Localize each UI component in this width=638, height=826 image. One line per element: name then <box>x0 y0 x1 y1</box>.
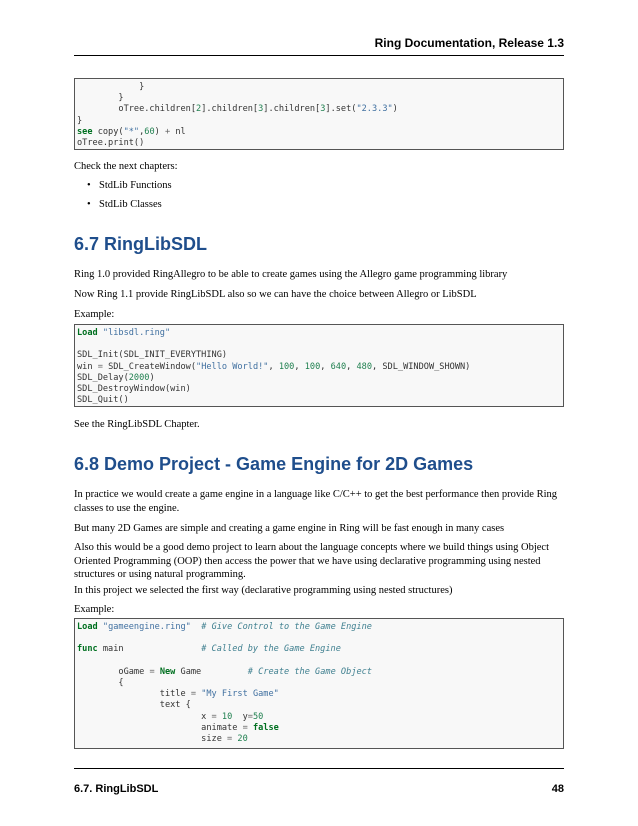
code-text: nl <box>170 126 186 137</box>
footer-section: 6.7. RingLibSDL <box>74 783 159 795</box>
code-text: main <box>97 644 124 655</box>
code-text: animate <box>77 722 243 733</box>
code-text: , SDL_WINDOW_SHOWN) <box>372 361 471 372</box>
bullet-text: StdLib Functions <box>99 180 172 191</box>
code-number: 2 <box>196 104 202 115</box>
code-text: SDL_Delay( <box>77 372 129 383</box>
code-keyword: Load <box>77 328 98 338</box>
code-string: "libsdl.ring" <box>102 328 171 338</box>
code-text <box>191 622 201 632</box>
code-string: "gameengine.ring" <box>102 622 191 632</box>
paragraph: See the RingLibSDL Chapter. <box>74 419 200 430</box>
code-keyword: false <box>252 722 279 733</box>
section-heading: 6.7 RingLibSDL <box>74 234 208 254</box>
code-operator: = <box>190 689 197 700</box>
code-line: } <box>77 115 83 126</box>
code-text: SDL_CreateWindow( <box>102 361 197 372</box>
header-rule <box>74 55 564 56</box>
code-keyword: see <box>77 126 93 137</box>
bullet-item <box>87 180 172 191</box>
code-comment: # Give Control to the Game Engine <box>201 622 372 632</box>
code-text: oTree.children[ <box>77 104 196 115</box>
code-operator: = <box>227 734 233 745</box>
paragraph-check-chapters: Check the next chapters: <box>74 161 178 172</box>
code-text: title <box>77 689 191 700</box>
code-operator: = <box>242 722 248 733</box>
paragraph: In practice we would create a game engine in a language like C/C++ to get the best performance then provide Ring classes to use the engine. <box>74 489 557 514</box>
code-number: 100 <box>304 361 321 372</box>
code-text: copy( <box>92 126 124 137</box>
code-text: x <box>77 711 212 722</box>
code-text: ) <box>149 372 155 383</box>
code-text: , <box>139 126 145 137</box>
bullet-icon: • <box>87 199 91 210</box>
code-number: 50 <box>252 711 264 722</box>
code-text: ) <box>154 126 166 137</box>
code-text: , <box>320 361 331 372</box>
code-comment: # Called by the Game Engine <box>201 644 341 655</box>
code-keyword: Load <box>77 622 98 632</box>
code-block-gameengine <box>74 618 564 749</box>
code-number: 640 <box>330 361 347 372</box>
bullet-item <box>87 199 162 210</box>
bullet-text: StdLib Classes <box>99 199 162 210</box>
code-text: ].children[ <box>201 104 259 115</box>
code-operator: = <box>97 361 103 372</box>
bullet-icon: • <box>87 180 91 191</box>
code-line: SDL_Init(SDL_INIT_EVERYTHING) <box>77 350 228 361</box>
paragraph: But many 2D Games are simple and creating a game engine in Ring will be fast enough in many cases <box>74 523 505 534</box>
code-line: SDL_DestroyWindow(win) <box>77 384 191 395</box>
code-number: 60 <box>144 126 155 137</box>
paragraph: In this project we selected the first way (declarative programming using nested structures) <box>74 585 453 596</box>
paragraph: Also this would be a good demo project to learn about the language concepts where we build things using Object Oriented Programming (OOP) then access the power that we have using declarative programming using nested structures or using natural programming. <box>74 542 550 580</box>
code-text: win <box>77 361 98 372</box>
footer-rule <box>74 768 564 769</box>
code-text: ].set( <box>325 104 357 115</box>
paragraph: Example: <box>74 309 115 320</box>
code-text: , <box>346 361 357 372</box>
code-string: "2.3.3" <box>356 104 393 115</box>
paragraph: Ring 1.0 provided RingAllegro to be able to create games using the Allegro game programming library <box>74 269 508 280</box>
code-line: { <box>77 678 124 689</box>
code-text: oGame <box>77 666 150 677</box>
code-operator: = <box>247 711 253 722</box>
code-string: "Hello World!" <box>196 361 269 372</box>
code-number: 480 <box>356 361 373 372</box>
code-string: "My First Game" <box>201 689 279 700</box>
code-line: oTree.print() <box>77 138 145 149</box>
code-text: ].children[ <box>263 104 321 115</box>
code-text: , <box>268 361 279 372</box>
code-text: y <box>232 711 248 722</box>
code-line: } <box>77 82 145 92</box>
code-line: } <box>77 93 124 104</box>
code-number: 3 <box>320 104 326 115</box>
code-number: 20 <box>237 734 248 745</box>
code-text: size <box>77 734 228 745</box>
code-number: 100 <box>278 361 295 372</box>
code-text: , <box>294 361 305 372</box>
code-keyword: func <box>77 644 98 655</box>
code-comment: # Create the Game Object <box>247 666 372 677</box>
code-operator: = <box>149 666 155 677</box>
code-text <box>124 644 202 654</box>
code-number: 10 <box>221 711 233 722</box>
footer-page-number: 48 <box>551 783 564 795</box>
paragraph: Now Ring 1.1 provide RingLibSDL also so we can have the choice between Allegro or LibSDL <box>74 289 477 300</box>
code-line: text { <box>77 700 191 711</box>
code-text <box>201 667 248 677</box>
code-operator: = <box>211 711 217 722</box>
paragraph: Example: <box>74 604 115 615</box>
code-block-libsdl <box>74 324 564 407</box>
section-heading: 6.8 Demo Project - Game Engine for 2D Games <box>74 454 474 474</box>
code-keyword: New <box>159 666 176 677</box>
code-number: 2000 <box>128 372 150 383</box>
code-text: ) <box>392 104 398 115</box>
page-header: Ring Documentation, Release 1.3 <box>374 36 564 50</box>
code-operator: + <box>165 126 171 137</box>
code-number: 3 <box>258 104 264 115</box>
code-line: SDL_Quit() <box>77 395 129 406</box>
code-text: Game <box>175 666 202 677</box>
code-string: "*" <box>123 126 140 137</box>
code-block-tree <box>74 78 564 150</box>
